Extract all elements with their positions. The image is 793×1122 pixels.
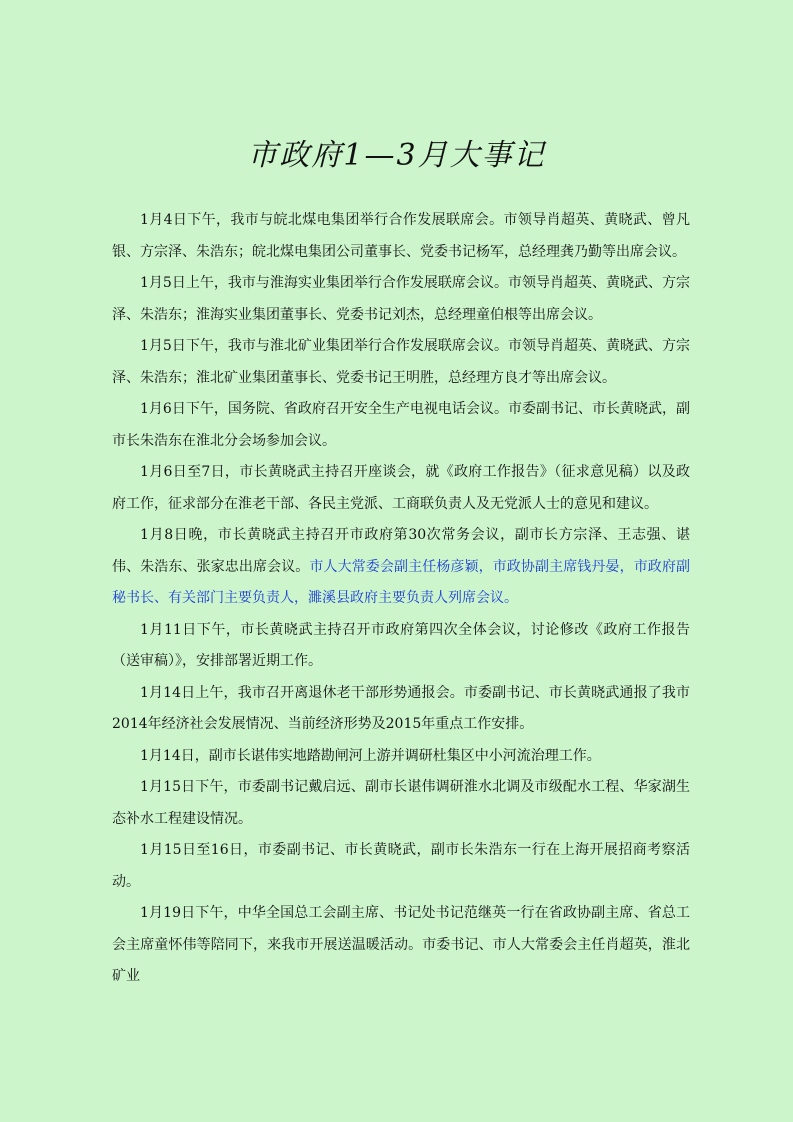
paragraph-text: 1月19日下午，中华全国总工会副主席、书记处书记范继英一行在省政协副主席、省总工会主席童怀伟等陪同下，来我市开展送温暖活动。市委书记、市人大常委会主任肖超英，淮北矿业 [112,905,690,984]
paragraph [112,331,690,394]
paragraph-text: 1月15日下午，市委副书记戴启远、副市长谌伟调研淮水北调及市级配水工程、华家湖生态补水工程建设情况。 [112,779,690,827]
paragraph [112,520,690,615]
paragraph-text: 1月11日下午，市长黄晓武主持召开市政府第四次全体会议，讨论修改《政府工作报告（送审稿）》，安排部署近期工作。 [112,621,690,669]
paragraph-text: 1月14日上午，我市召开离退休老干部形势通报会。市委副书记、市长黄晓武通报了我市2014年经济社会发展情况、当前经济形势及2015年重点工作安排。 [112,684,690,732]
paragraph-text: 1月6日下午，国务院、省政府召开安全生产电视电话会议。市委副书记、市长黄晓武，副市长朱浩东在淮北分会场参加会议。 [112,401,690,449]
paragraph [112,205,690,268]
paragraph [112,457,690,520]
paragraph [112,678,690,741]
paragraph-text: 1月6日至7日，市长黄晓武主持召开座谈会，就《政府工作报告》（征求意见稿）以及政府工作，征求部分在淮老干部、各民主党派、工商联负责人及无党派人士的意见和建议。 [112,464,690,512]
paragraph-text: 1月14日，副市长谌伟实地踏勘闸河上游并调研杜集区中小河流治理工作。 [140,747,601,764]
paragraph-text: 1月4日下午，我市与皖北煤电集团举行合作发展联席会。市领导肖超英、黄晓武、曾凡银、方宗泽、朱浩东；皖北煤电集团公司董事长、党委书记杨军，总经理龚乃勤等出席会议。 [112,212,690,260]
page-title: 市政府1—3月大事记 [247,138,546,173]
paragraph [112,268,690,331]
highlighted-text: 市人大常委会副主任杨彦颖，市政协副主席钱丹晏，市政府副秘书长、有关部门主要负责人，濉溪县政府主要负责人列席会议。 [112,558,691,606]
paragraph [112,835,690,898]
paragraph-text: 1月5日下午，我市与淮北矿业集团举行合作发展联席会议。市领导肖超英、黄晓武、方宗泽、朱浩东；淮北矿业集团董事长、党委书记王明胜，总经理方良才等出席会议。 [112,338,690,386]
paragraph [112,741,690,773]
paragraph [112,772,690,835]
paragraph [112,394,690,457]
paragraph [112,898,690,993]
paragraph [112,615,690,678]
paragraph-text: 1月5日上午，我市与淮海实业集团举行合作发展联席会议。市领导肖超英、黄晓武、方宗泽、朱浩东；淮海实业集团董事长、党委书记刘杰，总经理童伯根等出席会议。 [112,275,690,323]
paragraph-text: 1月8日晚，市长黄晓武主持召开市政府第30次常务会议，副市长方宗泽、王志强、谌伟、朱浩东、张家忠出席会议。 [112,527,690,575]
document-body [112,205,690,993]
paragraph-text: 1月15日至16日，市委副书记、市长黄晓武，副市长朱浩东一行在上海开展招商考察活动。 [112,842,690,890]
